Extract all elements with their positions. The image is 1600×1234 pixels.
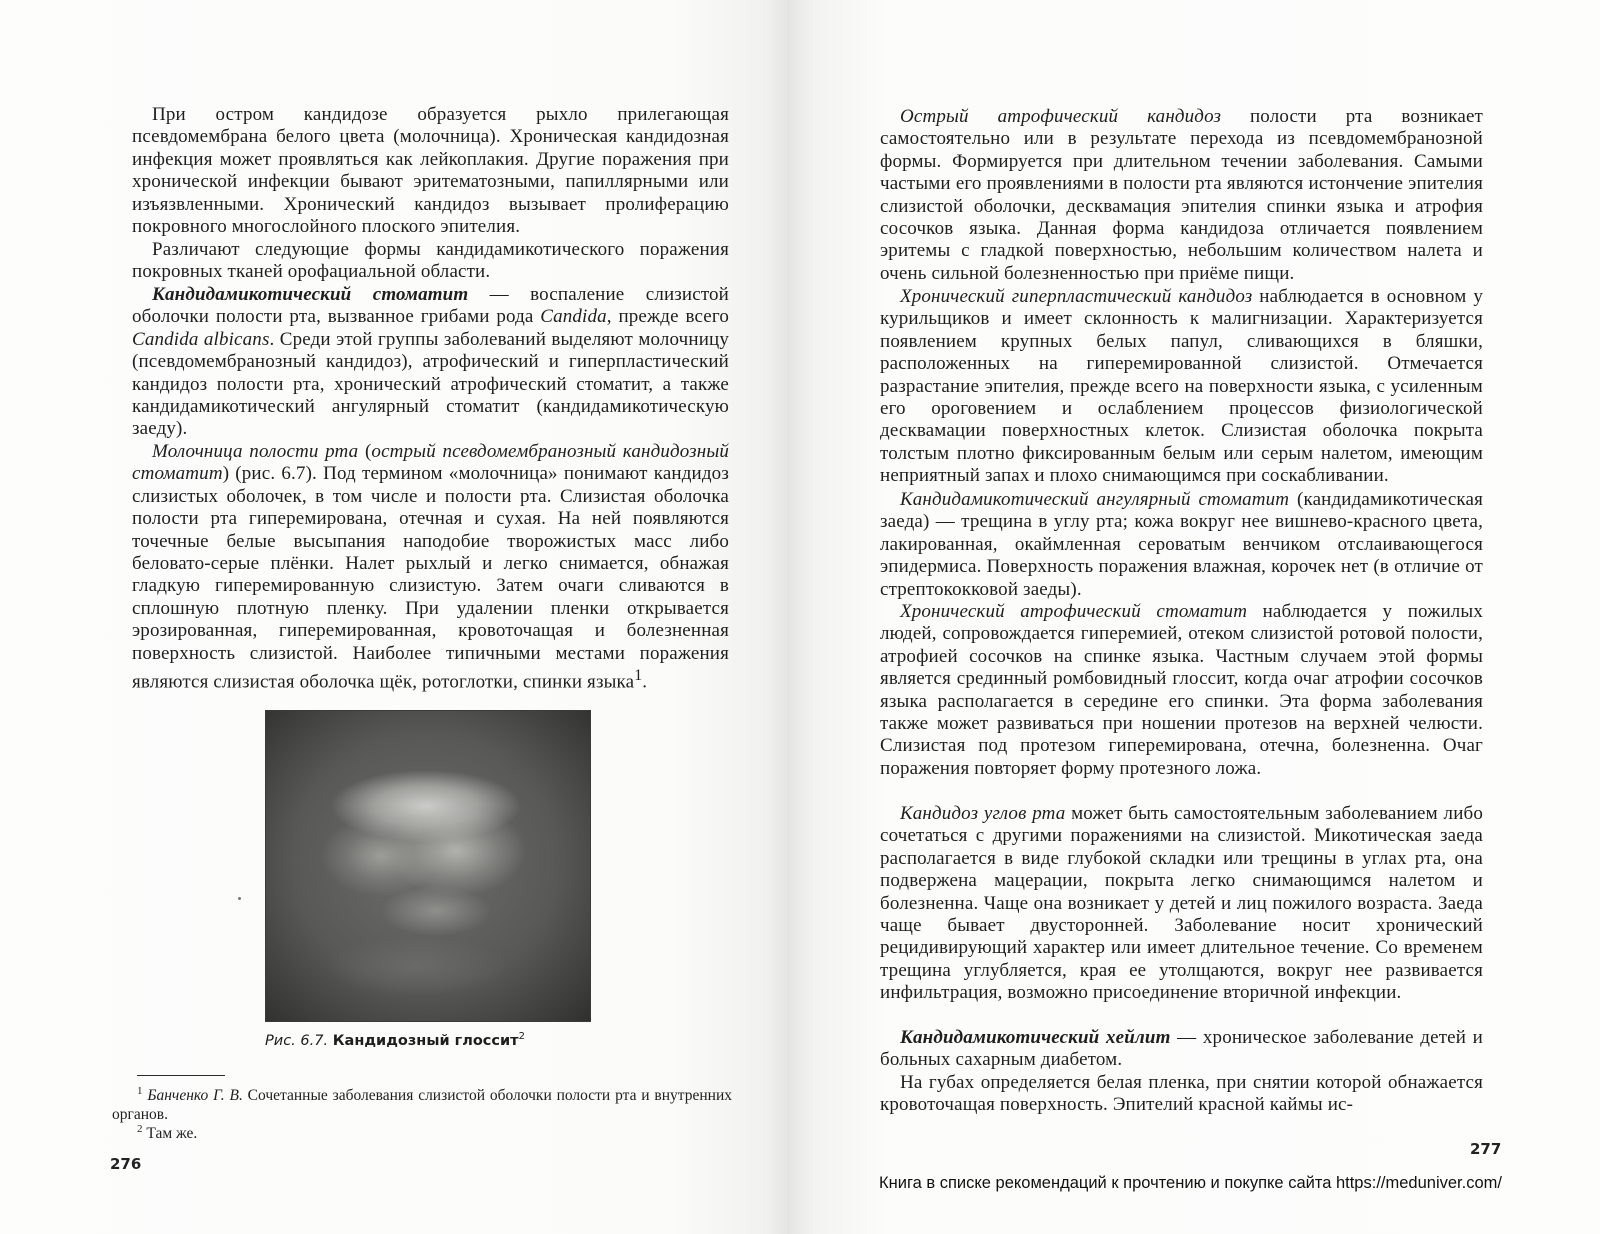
cheilitis-term: Кандидамикотический хейлит <box>900 1027 1171 1048</box>
footnote-rule <box>137 1075 225 1076</box>
thrush-term-2: острый псевдомембранозный кандидозный стоматит <box>132 441 729 485</box>
right-paragraph-7 <box>880 1072 1483 1117</box>
left-paragraph-3 <box>132 284 729 441</box>
species-name: Candida albicans <box>132 328 270 350</box>
right-paragraph-5 <box>880 803 1483 1005</box>
right-page <box>790 0 1600 1234</box>
right-paragraph-3 <box>880 489 1483 601</box>
thrush-term: Молочница полости рта <box>152 441 359 462</box>
p4-text-b: ) (рис. 6.7). Под термином «молочница» понимают кандидоз слизистых оболочек, в том числе и полости рта. Слизистая оболочка полости рта гиперемирована, отечная и сухая. На ней появляются точечные белые высыпания наподобие творожистых масс либо беловато-серые плёнки. Налет рыхлый и легко снимается, обнажая гладкую гиперемированную слизистую. Затем очаги сливаются в сплошную плотную пленку. При удалении пленки открывается эрозированная, гиперемированная, кровоточащая и болезненная поверхность слизистой. Наиболее типичными местами поражения являются слизистая оболочка щёк, ротоглотки, спинки языка <box>132 463 729 693</box>
r5-text: может быть самостоятельным заболеванием либо сочетаться с другими поражениями на слизистой. Микотическая заеда располагается в виде глубокой складки или трещины в углах рта, она подвержена мацерации, покрыта легко снимающимся налетом и болезненна. Чаще она возникает у детей и лиц пожилого возраста. Заеда чаще бывает двусторонней. Заболевание носит хронический рецидивирующий характер или имеет длительное течение. Со временем трещина углубляется, края ее утолщаются, вокруг нее развивается инфильтрация, возможно присоединение вторичной инфекции. <box>880 803 1483 1004</box>
left-paragraph-2 <box>132 239 729 284</box>
r1-text: полости рта возникает самостоятельно или в результате перехода из псевдомембранозной формы. Формируется при длительном течении заболевания. Самыми частыми его проявлениями в полости рта являются истончение эпителия слизистой оболочки, десквамация эпителия спинки языка и атрофия сосочков языка. Данная форма кандидоза отличается появлением эритемы с гладкой поверхностью, небольшим количеством налета и очень сильной болезненностью при приёме пищи. <box>880 106 1483 284</box>
p4-text-a: ( <box>358 441 372 462</box>
figure-footnote-ref: 2 <box>518 1031 525 1042</box>
right-paragraph-1 <box>880 106 1483 285</box>
p2-text: Различают следующие формы кандидамикотического поражения покровных тканей орофациальной области. <box>132 239 729 283</box>
p3-text-a: — воспаление слизистой оболочки полости рта, вызванное грибами рода <box>132 284 729 328</box>
figure-caption <box>0 1031 790 1049</box>
r2-text: наблюдается в основном у курильщиков и имеет склонность к малигнизации. Характеризуется появлением крупных белых папул, сливающихся в бляшки, расположенных на гиперемированной слизистой. Отмечается разрастание эпителия, прежде всего на поверхности языка, с усиленным его ороговением и ослаблением процессов физиологической десквамации поверхностных клеток. Слизистая оболочка покрыта толстым плотно фиксированным белым или серым налетом, имеющим неприятный запах и плохо снимающимся при соскабливании. <box>880 286 1484 487</box>
site-recommendation-note: Книга в списке рекомендаций к прочтению и покупке сайта https://meduniver.com/ <box>879 1174 1502 1192</box>
p1-text: При остром кандидозе образуется рыхло прилегающая псевдомембрана белого цвета (молочница). Хроническая кандидозная инфекция может проявляться как лейкоплакия. Другие поражения при хронической инфекции бывают эритематозными, папиллярными или изъязвленными. Хронический кандидоз вызывает пролиферацию покровного многослойного плоского эпителия. <box>132 104 729 238</box>
angular-candidiasis-term: Кандидоз углов рта <box>900 803 1066 824</box>
right-paragraph-2 <box>880 286 1483 488</box>
p3-text-b: , прежде всего <box>606 306 729 328</box>
hyperplastic-term: Хронический гиперпластический кандидоз <box>900 286 1253 307</box>
left-paragraph-1 <box>132 104 729 238</box>
r4-text: наблюдается у пожилых людей, сопровождается гиперемией, отеком слизистой ротовой полости, атрофией сосочков на спинке языка. Частным случаем этой формы является срединный ромбовидный глоссит, когда очаг атрофии сосочков языка располагается в середине его спинки. Эта форма заболевания также может развиваться при ношении протезов на верхней челюсти. Слизистая под протезом гиперемирована, отечна, болезненна. Очаг поражения повторяет форму протезного ложа. <box>880 601 1483 779</box>
footnote-ref-1: 1 <box>634 667 643 685</box>
right-paragraph-4 <box>880 601 1483 780</box>
footnote-1-text: Сочетанные заболевания слизистой оболочки полости рта и внутренних органов. <box>112 1087 733 1124</box>
stomatitis-term: Кандидамикотический стоматит <box>152 284 469 305</box>
page-number-right: 277 <box>1470 1140 1502 1158</box>
glossitis-photo <box>265 710 591 1022</box>
footnote-2-mark: 2 <box>137 1123 143 1135</box>
p3-text-c: . Среди этой группы заболеваний выделяют молочницу (псевдомембранозный кандидоз), атрофический и гиперпластический кандидоз полости рта, хронический атрофический стоматит, а также кандидамикотический ангулярный стоматит (кандидамикотическую заеду). <box>132 328 729 440</box>
acute-atrophic-term: Острый атрофический кандидоз <box>900 106 1222 127</box>
r6-text: — хроническое заболевание детей и больных сахарным диабетом. <box>880 1027 1483 1071</box>
angular-stomatitis-term: Кандидамикотический ангулярный стоматит <box>900 489 1290 510</box>
figure-number: Рис. 6.7. <box>265 1032 329 1049</box>
chronic-atrophic-term: Хронический атрофический стоматит <box>900 601 1248 622</box>
left-page <box>0 0 790 1234</box>
r3-text: (кандидамикотическая заеда) — трещина в углу рта; кожа вокруг нее вишнево-красного цвета, лакированная, окаймленная сероватым венчиком отслаивающегося эпидермиса. Поверхность поражения влажная, корочек нет (в отличие от стрептококковой заеды). <box>880 489 1483 600</box>
footnote-1 <box>112 1082 732 1124</box>
footnote-2 <box>137 1120 732 1143</box>
p4-text-end: . <box>642 671 648 693</box>
right-paragraph-6 <box>880 1027 1483 1072</box>
scan-speck <box>238 897 241 900</box>
footnote-2-text: Там же. <box>142 1125 198 1143</box>
genus-name: Candida <box>540 306 607 328</box>
r7-text: На губах определяется белая пленка, при снятии которой обнажается кровоточащая поверхность. Эпителий красной каймы ис- <box>880 1072 1483 1116</box>
footnote-1-mark: 1 <box>137 1085 143 1097</box>
left-paragraph-4 <box>132 441 729 694</box>
page-number-left: 276 <box>110 1155 142 1173</box>
footnote-1-author: Банченко Г. В. <box>147 1087 243 1105</box>
figure-title: Кандидозный глоссит <box>332 1032 519 1049</box>
